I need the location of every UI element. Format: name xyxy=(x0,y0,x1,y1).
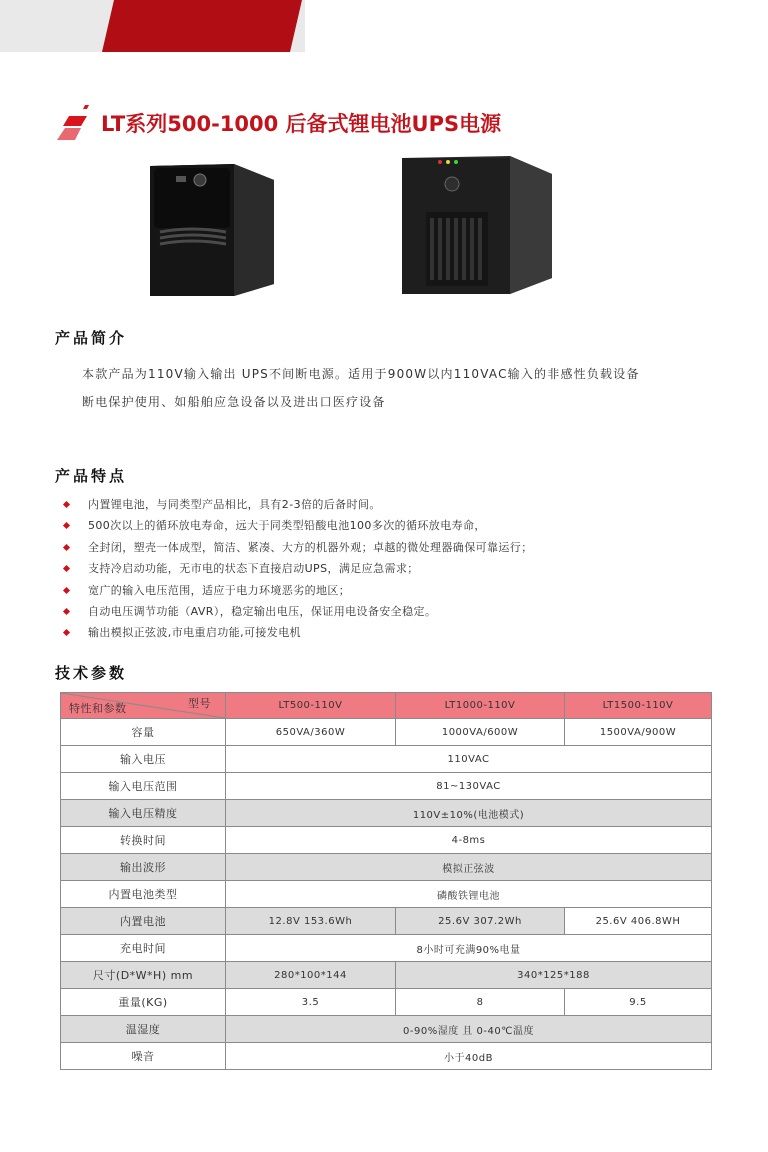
cell-value: 81~130VAC xyxy=(226,773,712,800)
cell-value: 9.5 xyxy=(565,989,712,1016)
row-label: 容量 xyxy=(61,719,226,746)
row-label: 内置电池 xyxy=(61,908,226,935)
row-label: 转换时间 xyxy=(61,827,226,854)
intro-text: 本款产品为110V输入输出 UPS不间断电源。适用于900W以内110VAC输入的非感性负载设备断电保护使用、如船舶应急设备以及进出口医疗设备 xyxy=(82,367,640,409)
cell-value: 1500VA/900W xyxy=(565,719,712,746)
cell-value: 280*100*144 xyxy=(226,962,396,989)
table-row xyxy=(61,827,712,854)
cell-value: 8 xyxy=(396,989,565,1016)
bullet-icon xyxy=(63,565,70,572)
cell-value: 650VA/360W xyxy=(226,719,396,746)
cell-value: 0-90%湿度 且 0-40℃温度 xyxy=(226,1016,712,1043)
feature-item: 自动电压调节功能（AVR），稳定输出电压，保证用电设备安全稳定。 xyxy=(62,601,702,622)
row-label: 输入电压范围 xyxy=(61,773,226,800)
cell-value: 110V±10%(电池模式) xyxy=(226,800,712,827)
corner-param-label: 特性和参数 xyxy=(69,702,127,715)
cell-value: 磷酸铁锂电池 xyxy=(226,881,712,908)
cell-value: 模拟正弦波 xyxy=(226,854,712,881)
cell-value: 4-8ms xyxy=(226,827,712,854)
feature-item: 全封闭，塑壳一体成型，简洁、紧凑、大方的机器外观；卓越的微处理器确保可靠运行； xyxy=(62,537,702,558)
cell-value: 340*125*188 xyxy=(396,962,712,989)
row-label: 输入电压精度 xyxy=(61,800,226,827)
cell-value: 25.6V 406.8WH xyxy=(565,908,712,935)
cell-value: 12.8V 153.6Wh xyxy=(226,908,396,935)
table-row xyxy=(61,854,712,881)
table-row xyxy=(61,773,712,800)
feature-item: 宽广的输入电压范围，适应于电力环境恶劣的地区； xyxy=(62,580,702,601)
bullet-icon xyxy=(63,544,70,551)
model-header: LT1500-110V xyxy=(565,693,712,719)
feature-item: 输出模拟正弦波,市电重启功能,可接发电机 xyxy=(62,622,702,643)
cell-value: 25.6V 307.2Wh xyxy=(396,908,565,935)
intro-heading: 产品简介 xyxy=(55,329,128,347)
spec-table xyxy=(60,692,712,1070)
title-row xyxy=(55,100,755,140)
feature-item: 内置锂电池，与同类型产品相比，具有2-3倍的后备时间。 xyxy=(62,494,702,515)
features-list xyxy=(62,494,702,644)
table-row xyxy=(61,989,712,1016)
model-header: LT1000-110V xyxy=(396,693,565,719)
table-row xyxy=(61,1043,712,1070)
bullet-icon xyxy=(63,629,70,636)
specs-heading: 技术参数 xyxy=(55,664,128,682)
table-row xyxy=(61,962,712,989)
header-red-band xyxy=(102,0,302,52)
bullet-icon xyxy=(63,522,70,529)
cell-value: 3.5 xyxy=(226,989,396,1016)
brand-logo-icon xyxy=(55,102,99,146)
features-heading: 产品特点 xyxy=(55,467,128,485)
bullet-icon xyxy=(63,608,70,615)
corner-model-label: 型号 xyxy=(188,697,211,710)
cell-value: 小于40dB xyxy=(226,1043,712,1070)
cell-value: 8小时可充满90%电量 xyxy=(226,935,712,962)
table-row xyxy=(61,746,712,773)
table-row xyxy=(61,908,712,935)
bullet-icon xyxy=(63,501,70,508)
table-row xyxy=(61,881,712,908)
bullet-icon xyxy=(63,587,70,594)
row-label: 重量(KG) xyxy=(61,989,226,1016)
cell-value: 110VAC xyxy=(226,746,712,773)
table-header-row xyxy=(61,693,712,719)
row-label: 充电时间 xyxy=(61,935,226,962)
table-corner-cell xyxy=(61,693,226,719)
ups-small-product-image xyxy=(146,160,278,298)
page-title: LT系列500-1000 后备式锂电池UPS电源 xyxy=(101,112,502,136)
ups-large-product-image xyxy=(400,154,554,296)
row-label: 温湿度 xyxy=(61,1016,226,1043)
row-label: 输出波形 xyxy=(61,854,226,881)
row-label: 内置电池类型 xyxy=(61,881,226,908)
table-row xyxy=(61,1016,712,1043)
row-label: 噪音 xyxy=(61,1043,226,1070)
model-header: LT500-110V xyxy=(226,693,396,719)
feature-item: 500次以上的循环放电寿命，远大于同类型铅酸电池100多次的循环放电寿命， xyxy=(62,515,702,536)
feature-item: 支持冷启动功能，无市电的状态下直接启动UPS，满足应急需求； xyxy=(62,558,702,579)
table-row xyxy=(61,935,712,962)
table-row xyxy=(61,800,712,827)
row-label: 输入电压 xyxy=(61,746,226,773)
cell-value: 1000VA/600W xyxy=(396,719,565,746)
row-label: 尺寸(D*W*H) mm xyxy=(61,962,226,989)
table-row xyxy=(61,719,712,746)
